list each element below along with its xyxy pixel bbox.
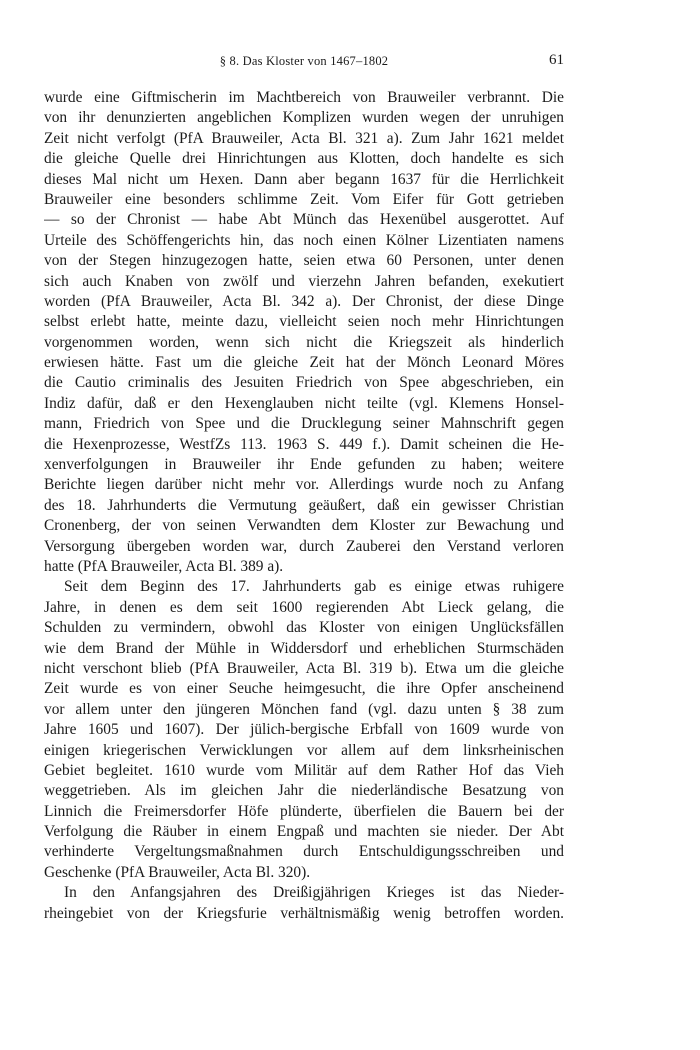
text-line: die gleiche Quelle drei Hinrichtungen aus Klotten, doch handelte es sich [44, 150, 564, 168]
text-line: nicht verschont blieb (PfA Brauweiler, Acta Bl. 319 b). Etwa um die gleiche [44, 659, 564, 677]
text-line: von der Stegen hinzugezogen hatte, seien etwa 60 Personen, unter denen [44, 252, 564, 270]
body-text [44, 88, 564, 924]
text-line: Indiz dafür, daß er den Hexenglauben nicht teilte (vgl. Klemens Honsel- [44, 394, 564, 412]
text-line: Geschenke (PfA Brauweiler, Acta Bl. 320). [44, 863, 311, 881]
text-line: die Cautio criminalis des Jesuiten Friedrich von Spee abgeschrieben, ein [44, 374, 564, 392]
paragraph [44, 883, 564, 924]
text-line: Jahre 1605 und 1607). Der jülich-bergische Erbfall von 1609 wurde von [44, 721, 564, 739]
text-line: wie dem Brand der Mühle in Widdersdorf und erheblichen Sturmschäden [44, 639, 564, 657]
book-page [44, 0, 564, 1050]
text-line: erwiesen hätte. Fast um die gleiche Zeit hat der Mönch Leonard Möres [44, 354, 564, 372]
running-header [44, 52, 564, 72]
text-line: xenverfolgungen in Brauweiler ihr Ende gefunden zu haben; weitere [44, 456, 564, 474]
text-line: hatte (PfA Brauweiler, Acta Bl. 389 a). [44, 557, 284, 575]
text-line: Seit dem Beginn des 17. Jahrhunderts gab es einige etwas ruhigere [64, 578, 564, 596]
text-line: Verfolgung die Räuber in einem Engpaß und machten sie nieder. Der Abt [44, 823, 564, 841]
text-line: des 18. Jahrhunderts die Vermutung geäußert, daß ein gewisser Christian [44, 496, 564, 514]
text-line: Brauweiler eine besonders schlimme Zeit. Vom Eifer für Gott getrieben [44, 190, 564, 208]
text-line: einigen kriegerischen Verwicklungen vor allem auf dem linksrheinischen [44, 741, 564, 759]
text-line: wurde eine Giftmischerin im Machtbereich von Brauweiler verbrannt. Die [44, 89, 564, 106]
text-line: worden (PfA Brauweiler, Acta Bl. 342 a). Der Chronist, der diese Dinge [44, 292, 564, 310]
text-line: dieses Mal nicht um Hexen. Dann aber begann 1637 für die Herrlichkeit [44, 170, 564, 188]
text-line: Jahre, in denen es dem seit 1600 regierenden Abt Lieck gelang, die [44, 598, 564, 616]
text-line: verhinderte Vergeltungsmaßnahmen durch Entschuldigungsschreiben und [44, 843, 564, 861]
text-line: weggetrieben. Als im gleichen Jahr die niederländische Besatzung von [44, 782, 564, 800]
text-line: rheingebiet von der Kriegsfurie verhältnismäßig wenig betroffen worden. [44, 904, 564, 922]
text-line: vor allem unter den jüngeren Mönchen fand (vgl. dazu unten § 38 zum [44, 700, 564, 718]
running-title: § 8. Das Kloster von 1467–1802 [219, 54, 389, 68]
text-line: Cronenberg, der von seinen Verwandten dem Kloster zur Bewachung und [44, 517, 564, 535]
text-line: die Hexenprozesse, WestfZs 113. 1963 S. 449 f.). Damit scheinen die He- [44, 435, 564, 453]
text-line: Zeit wurde es von einer Seuche heimgesucht, die ihre Opfer anscheinend [44, 680, 564, 698]
text-line: Urteile des Schöffengerichts hin, das noch einen Kölner Lizentiaten namens [44, 231, 564, 249]
text-line: von ihr denunzierten angeblichen Komplizen wurden wegen der unruhigen [44, 109, 564, 127]
text-line: Gebiet begleitet. 1610 wurde vom Militär auf dem Rather Hof das Vieh [44, 761, 564, 779]
text-line: — so der Chronist — habe Abt Münch das Hexenübel ausgerottet. Auf [44, 211, 564, 229]
text-line: mann, Friedrich von Spee und die Drucklegung seiner Mahnschrift gegen [44, 415, 564, 433]
text-line: Linnich die Freimersdorfer Höfe plünderte, überfielen die Bauern bei der [44, 802, 564, 820]
text-line: vorgenommen worden, wenn sich nicht die Kriegszeit als hinderlich [44, 333, 564, 351]
text-line: Schulden zu vermindern, obwohl das Kloster von einigen Unglücksfällen [44, 619, 564, 637]
text-line: Versorgung übergeben worden war, durch Zauberei den Verstand verloren [44, 537, 564, 555]
text-line: selbst erlebt hatte, meinte dazu, vielleicht seien noch mehr Hinrichtungen [44, 313, 564, 331]
text-line: Berichte liegen darüber nicht mehr vor. Allerdings wurde noch zu Anfang [44, 476, 564, 494]
text-line: In den Anfangsjahren des Dreißigjährigen Krieges ist das Nieder- [64, 884, 564, 902]
page-number: 61 [549, 52, 564, 68]
text-line: Zeit nicht verfolgt (PfA Brauweiler, Acta Bl. 321 a). Zum Jahr 1621 meldet [44, 129, 564, 147]
paragraph [44, 577, 564, 883]
text-line: sich auch Knaben von zwölf und vierzehn Jahren befanden, exekutiert [44, 272, 564, 290]
paragraph [44, 88, 564, 577]
